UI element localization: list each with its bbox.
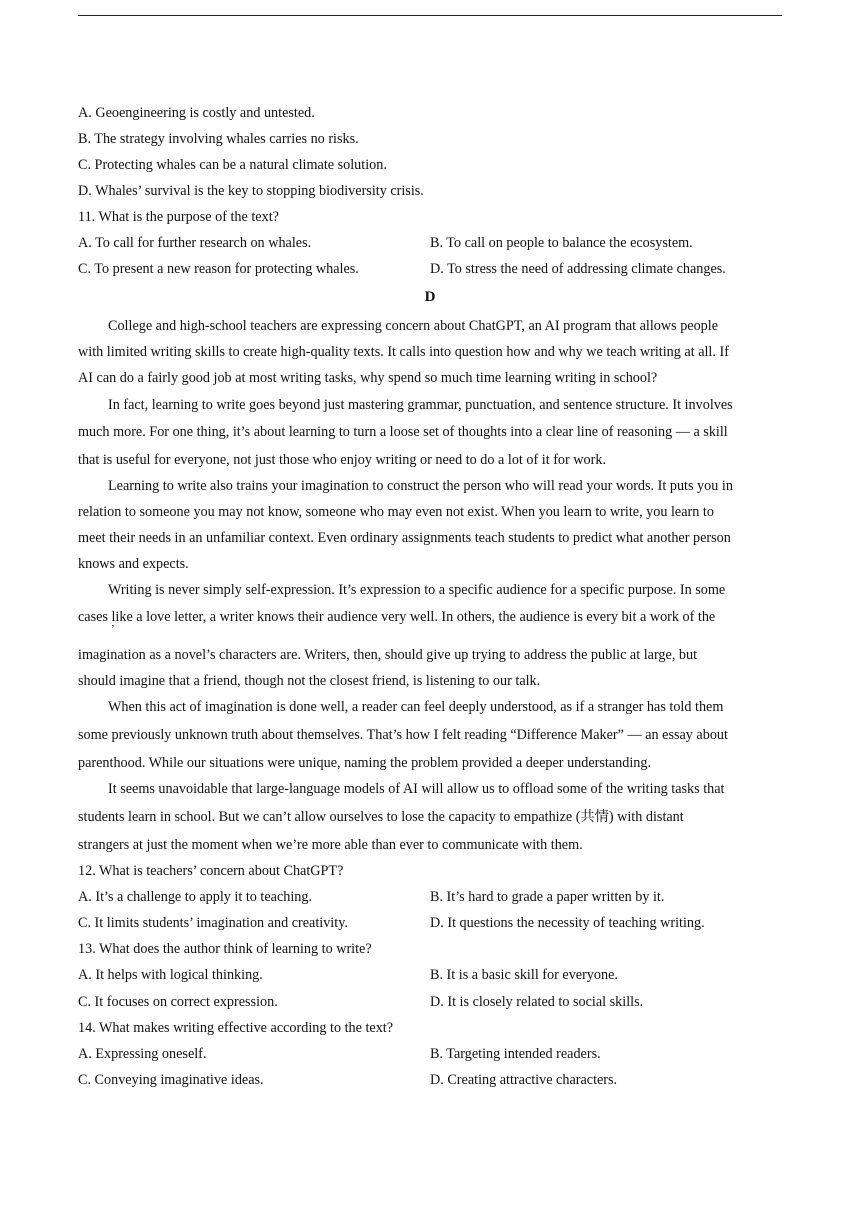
passage-line: Writing is never simply self-expression. It’s expression to a specific audience for a specific purpose. In some [108,582,726,598]
q12-option-d: D. It questions the necessity of teaching writing. [430,915,705,931]
passage-line: cases like a love letter, a writer knows their audience very well. In others, the audience is every bit a work of the [78,609,716,625]
passage-line: should imagine that a friend, though not the closest friend, is listening to our talk. [78,673,541,689]
q12-stem: 12. What is teachers’ concern about ChatGPT? [78,863,344,879]
q13-option-b: B. It is a basic skill for everyone. [430,967,618,983]
q13-option-a: A. It helps with logical thinking. [78,967,263,983]
prev-option-d: D. Whales’ survival is the key to stopping biodiversity crisis. [78,183,424,199]
passage-line: relation to someone you may not know, someone who may even not exist. When you learn to write, you learn to [78,504,714,520]
passage-line: AI can do a fairly good job at most writing tasks, why spend so much time learning writing in school? [78,370,658,386]
passage-line: some previously unknown truth about themselves. That’s how I felt reading “Difference Maker” — an essay about [78,727,728,743]
passage-line: In fact, learning to write goes beyond just mastering grammar, punctuation, and sentence structure. It involves [108,397,733,413]
section-title: D [424,289,436,305]
passage-line: knows and expects. [78,556,189,572]
passage-line: When this act of imagination is done well, a reader can feel deeply understood, as if a stranger has told them [108,699,724,715]
passage-line: with limited writing skills to create high-quality texts. It calls into question how and why we teach writing at all. If [78,344,729,360]
q14-option-c: C. Conveying imaginative ideas. [78,1072,264,1088]
passage-line: meet their needs in an unfamiliar context. Even ordinary assignments teach students to predict what another person [78,530,731,546]
q14-option-b: B. Targeting intended readers. [430,1046,601,1062]
q11-option-a: A. To call for further research on whales. [78,235,312,251]
q13-option-c: C. It focuses on correct expression. [78,994,278,1010]
prev-option-b: B. The strategy involving whales carries no risks. [78,131,359,147]
header-rule [78,15,782,16]
comma-mark: ’ [111,623,115,635]
q11-option-b: B. To call on people to balance the ecosystem. [430,235,693,251]
passage-line: College and high-school teachers are expressing concern about ChatGPT, an AI program that allows people [108,318,719,334]
passage-line: that is useful for everyone, not just those who enjoy writing or need to do a lot of it for work. [78,452,606,468]
q14-stem: 14. What makes writing effective according to the text? [78,1020,394,1036]
q13-stem: 13. What does the author think of learning to write? [78,941,372,957]
q14-option-a: A. Expressing oneself. [78,1046,207,1062]
q13-option-d: D. It is closely related to social skills. [430,994,644,1010]
passage-line: students learn in school. But we can’t allow ourselves to lose the capacity to empathize (共情) with distant [78,809,684,825]
passage-line: imagination as a novel’s characters are. Writers, then, should give up trying to address the public at large, but [78,647,698,663]
passage-line: parenthood. While our situations were unique, naming the problem provided a deeper understanding. [78,755,651,771]
q11-option-d: D. To stress the need of addressing climate changes. [430,261,726,277]
q12-option-b: B. It’s hard to grade a paper written by it. [430,889,665,905]
passage-line: strangers at just the moment when we’re more able than ever to communicate with them. [78,837,583,853]
q12-option-c: C. It limits students’ imagination and creativity. [78,915,348,931]
passage-line: It seems unavoidable that large-language models of AI will allow us to offload some of the writing tasks that [108,781,725,797]
q11-option-c: C. To present a new reason for protecting whales. [78,261,359,277]
prev-option-c: C. Protecting whales can be a natural climate solution. [78,157,387,173]
passage-line: much more. For one thing, it’s about learning to turn a loose set of thoughts into a clear line of reasoning — a skill [78,424,728,440]
q11-stem: 11. What is the purpose of the text? [78,209,279,225]
prev-option-a: A. Geoengineering is costly and untested. [78,105,315,121]
passage-line: Learning to write also trains your imagination to construct the person who will read your words. It puts you in [108,478,733,494]
q14-option-d: D. Creating attractive characters. [430,1072,618,1088]
q12-option-a: A. It’s a challenge to apply it to teaching. [78,889,313,905]
